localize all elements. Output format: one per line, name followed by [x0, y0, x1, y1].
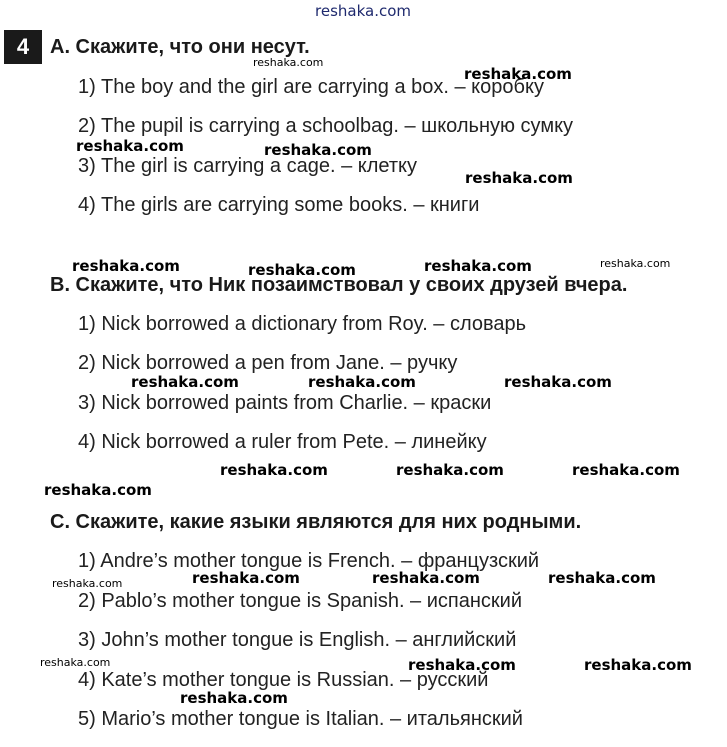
- watermark: reshaka.com: [40, 656, 111, 669]
- section-c-line-2: 2) Pablo’s mother tongue is Spanish. – испанский: [78, 590, 522, 612]
- section-a-line-3: 3) The girl is carrying a cage. – клетку: [78, 155, 417, 177]
- watermark: reshaka.com: [600, 257, 671, 270]
- section-a-line-1: 1) The boy and the girl are carrying a box. – коробку: [78, 76, 544, 98]
- section-c-line-5: 5) Mario’s mother tongue is Italian. – итальянский: [78, 708, 523, 730]
- watermark: reshaka.com: [572, 461, 680, 479]
- watermark: reshaka.com: [308, 373, 416, 391]
- watermark: reshaka.com: [253, 56, 324, 69]
- section-b-heading: B. Скажите, что Ник позаимствовал у своих друзей вчера.: [50, 274, 628, 296]
- watermark: reshaka.com: [264, 141, 372, 159]
- watermark: reshaka.com: [372, 569, 480, 587]
- section-b-line-2: 2) Nick borrowed a pen from Jane. – ручку: [78, 352, 458, 374]
- watermark: reshaka.com: [131, 373, 239, 391]
- watermark: reshaka.com: [548, 569, 656, 587]
- section-c-heading: C. Скажите, какие языки являются для них родными.: [50, 511, 582, 533]
- section-c-line-3: 3) John’s mother tongue is English. – английский: [78, 629, 517, 651]
- watermark: reshaka.com: [396, 461, 504, 479]
- section-c-line-4: 4) Kate’s mother tongue is Russian. – русский: [78, 669, 489, 691]
- exercise-number-badge: 4: [4, 30, 42, 64]
- watermark: reshaka.com: [464, 65, 572, 83]
- section-b-line-3: 3) Nick borrowed paints from Charlie. – краски: [78, 392, 492, 414]
- section-b-line-4: 4) Nick borrowed a ruler from Pete. – линейку: [78, 431, 487, 453]
- watermark: reshaka.com: [465, 169, 573, 187]
- watermark: reshaka.com: [72, 257, 180, 275]
- watermark: reshaka.com: [76, 137, 184, 155]
- section-a-line-4: 4) The girls are carrying some books. – книги: [78, 194, 480, 216]
- section-a-line-2: 2) The pupil is carrying a schoolbag. – школьную сумку: [78, 115, 574, 137]
- section-a-heading: A. Скажите, что они несут.: [50, 36, 310, 58]
- watermark: reshaka.com: [504, 373, 612, 391]
- section-c-line-1: 1) Andre’s mother tongue is French. – французский: [78, 550, 540, 572]
- watermark: reshaka.com: [180, 689, 288, 707]
- watermark: reshaka.com: [408, 656, 516, 674]
- site-watermark: reshaka.com: [315, 2, 411, 20]
- watermark: reshaka.com: [192, 569, 300, 587]
- watermark: reshaka.com: [52, 577, 123, 590]
- watermark: reshaka.com: [424, 257, 532, 275]
- watermark: reshaka.com: [44, 481, 152, 499]
- watermark: reshaka.com: [248, 261, 356, 279]
- watermark: reshaka.com: [584, 656, 692, 674]
- watermark: reshaka.com: [220, 461, 328, 479]
- section-b-line-1: 1) Nick borrowed a dictionary from Roy. – словарь: [78, 313, 527, 335]
